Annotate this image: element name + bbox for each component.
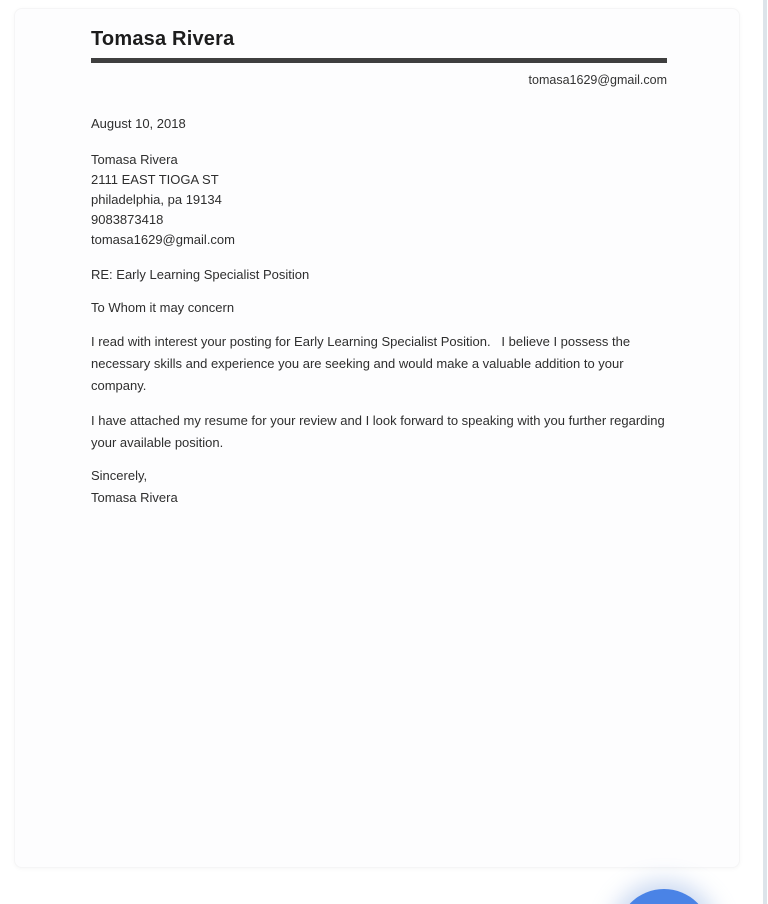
paragraph-line: I have attached my resume for your review and I look forward to speaking with you further regarding	[91, 413, 665, 428]
letter-paragraph	[91, 331, 667, 397]
letter-closing: Sincerely,	[91, 468, 148, 483]
letter-salutation: To Whom it may concern	[91, 300, 235, 315]
letter-paragraph	[91, 410, 667, 454]
sender-street: 2111 EAST TIOGA ST	[91, 172, 219, 187]
paragraph-line: necessary skills and experience you are seeking and would make a valuable addition to your company.	[91, 356, 628, 393]
sender-city-state-zip: philadelphia, pa 19134	[91, 192, 222, 207]
letter-date: August 10, 2018	[91, 116, 186, 131]
scrollbar-track[interactable]	[763, 0, 767, 904]
document-page	[14, 8, 740, 868]
floating-action-button[interactable]	[617, 889, 711, 904]
header-divider-rule	[91, 58, 667, 63]
paragraph-line: I read with interest your posting for Early Learning Specialist Position. I believe I possess the	[91, 334, 631, 349]
sender-email: tomasa1629@gmail.com	[91, 232, 235, 247]
sender-address-block	[91, 150, 667, 250]
letter-body	[91, 115, 667, 509]
letter-closing-block	[91, 465, 667, 509]
sender-phone: 9083873418	[91, 212, 164, 227]
letter-author-name-heading: Tomasa Rivera	[91, 28, 235, 50]
header-email: tomasa1629@gmail.com	[528, 73, 667, 87]
paragraph-line: your available position.	[91, 435, 224, 450]
letter-signature: Tomasa Rivera	[91, 490, 178, 505]
letter-subject: RE: Early Learning Specialist Position	[91, 267, 310, 282]
sender-name: Tomasa Rivera	[91, 152, 178, 167]
